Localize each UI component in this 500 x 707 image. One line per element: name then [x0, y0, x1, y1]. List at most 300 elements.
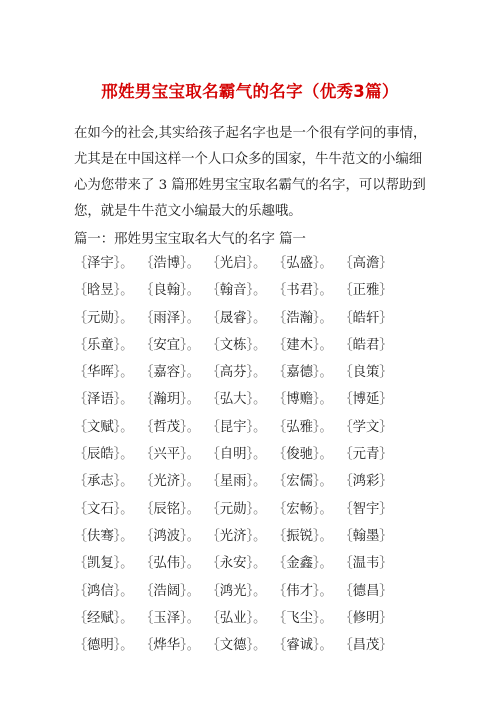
bracket-close: ｝。	[180, 610, 200, 626]
name-text: 睿诚	[286, 638, 313, 654]
name-entry	[74, 500, 140, 520]
name-entry	[273, 281, 339, 301]
bracket-close: ｝。	[312, 474, 333, 490]
name-entry	[273, 500, 339, 520]
bracket-open: ｛	[140, 310, 154, 326]
bracket-open: ｛	[74, 337, 88, 353]
bracket-close: ｝	[379, 365, 393, 381]
name-text: 浩博	[153, 256, 181, 271]
bracket-close: ｝。	[113, 638, 134, 654]
bracket-close: ｝。	[180, 501, 200, 517]
name-text: 元青	[352, 447, 380, 463]
name-text: 皓君	[352, 337, 380, 353]
name-row	[74, 363, 434, 390]
name-text: 高澹	[352, 256, 380, 271]
name-row	[74, 500, 434, 527]
bracket-close: ｝。	[246, 310, 267, 326]
name-entry	[74, 636, 140, 656]
name-entry	[140, 390, 206, 410]
bracket-open: ｛	[339, 447, 353, 463]
name-text: 泽宇	[87, 256, 114, 271]
name-entry	[273, 636, 339, 656]
bracket-close: ｝。	[312, 447, 333, 463]
bracket-open: ｛	[206, 638, 220, 654]
bracket-close: ｝。	[246, 556, 267, 572]
name-entry	[74, 527, 140, 547]
name-entry	[340, 281, 393, 301]
name-entry	[207, 309, 273, 329]
bracket-close: ｝。	[113, 419, 134, 435]
bracket-close: ｝	[379, 474, 393, 490]
bracket-close: ｝	[379, 501, 393, 517]
bracket-open: ｛	[74, 638, 88, 654]
bracket-close: ｝。	[113, 583, 134, 599]
name-text: 弘大	[219, 392, 247, 408]
name-text: 弘业	[219, 610, 247, 626]
name-list	[74, 254, 434, 663]
bracket-close: ｝	[379, 583, 393, 599]
bracket-close: ｝。	[180, 310, 200, 326]
bracket-close: ｝。	[180, 392, 200, 408]
bracket-open: ｛	[206, 610, 220, 626]
bracket-close: ｝。	[246, 610, 267, 626]
bracket-open: ｛	[273, 501, 287, 517]
name-row	[74, 636, 434, 663]
name-entry	[140, 527, 206, 547]
bracket-open: ｛	[273, 610, 287, 626]
bracket-open: ｛	[273, 283, 287, 299]
name-entry	[340, 582, 393, 602]
bracket-close: ｝。	[180, 556, 200, 572]
bracket-close: ｝。	[113, 528, 134, 544]
bracket-close: ｝。	[180, 583, 200, 599]
bracket-close: ｝	[379, 337, 393, 353]
name-entry	[207, 281, 273, 301]
bracket-open: ｛	[339, 337, 353, 353]
bracket-open: ｛	[140, 447, 154, 463]
name-entry	[207, 609, 273, 629]
bracket-open: ｛	[339, 556, 353, 572]
bracket-close: ｝	[379, 447, 393, 463]
name-entry	[140, 309, 206, 329]
name-entry	[340, 254, 393, 274]
name-text: 昌茂	[352, 638, 380, 654]
name-text: 飞尘	[286, 610, 313, 626]
bracket-open: ｛	[339, 638, 353, 654]
document-title: 邢姓男宝宝取名霸气的名字（优秀3篇）	[101, 82, 399, 101]
name-text: 瀚玥	[153, 392, 181, 408]
name-text: 文石	[87, 501, 114, 517]
bracket-open: ｛	[74, 419, 88, 435]
name-entry	[340, 636, 393, 656]
name-entry	[340, 309, 393, 329]
bracket-close: ｝。	[312, 610, 333, 626]
bracket-open: ｛	[339, 392, 353, 408]
bracket-close: ｝。	[312, 365, 333, 381]
name-text: 宏儒	[286, 474, 313, 490]
bracket-open: ｛	[206, 556, 220, 572]
name-entry	[74, 582, 140, 602]
bracket-close: ｝。	[312, 638, 333, 654]
name-entry	[207, 254, 273, 274]
name-text: 元勋	[87, 310, 114, 326]
name-row	[74, 472, 434, 499]
bracket-close: ｝	[379, 283, 393, 299]
name-entry	[207, 500, 273, 520]
bracket-close: ｝。	[312, 583, 333, 599]
name-entry	[74, 254, 140, 274]
name-text: 凯复	[87, 556, 114, 572]
bracket-open: ｛	[273, 310, 287, 326]
bracket-close: ｝	[379, 419, 393, 435]
name-text: 星雨	[219, 474, 247, 490]
name-entry	[273, 445, 339, 465]
bracket-close: ｝。	[180, 474, 200, 490]
bracket-open: ｛	[206, 419, 220, 435]
name-entry	[340, 418, 393, 438]
name-entry	[140, 363, 206, 383]
bracket-open: ｛	[273, 638, 287, 654]
name-text: 博赡	[286, 392, 313, 408]
bracket-open: ｛	[74, 556, 88, 572]
bracket-close: ｝	[379, 256, 393, 271]
bracket-close: ｝。	[113, 365, 134, 381]
bracket-open: ｛	[206, 501, 220, 517]
name-text: 晟睿	[219, 310, 247, 326]
bracket-open: ｛	[206, 283, 220, 299]
bracket-open: ｛	[339, 501, 353, 517]
name-entry	[74, 309, 140, 329]
name-row	[74, 336, 434, 363]
name-text: 乐童	[87, 337, 114, 353]
bracket-open: ｛	[140, 528, 154, 544]
bracket-close: ｝。	[180, 256, 200, 271]
bracket-close: ｝。	[113, 447, 134, 463]
intro-line: 尤其是在中国这样一个人口众多的国家，牛牛范文的小编细	[74, 152, 423, 167]
bracket-open: ｛	[140, 501, 154, 517]
name-text: 俊驰	[286, 447, 313, 463]
name-text: 雨泽	[153, 310, 181, 326]
name-text: 鸿信	[87, 583, 114, 599]
intro-line: 在如今的社会,其实给孩子起名字也是一个很有学问的事情，	[74, 126, 427, 141]
name-entry	[340, 609, 393, 629]
bracket-open: ｛	[140, 583, 154, 599]
bracket-close: ｝。	[312, 392, 333, 408]
bracket-open: ｛	[140, 556, 154, 572]
bracket-open: ｛	[339, 283, 353, 299]
bracket-open: ｛	[74, 501, 88, 517]
bracket-open: ｛	[74, 583, 88, 599]
name-text: 学文	[352, 419, 380, 435]
name-entry	[340, 445, 393, 465]
bracket-close: ｝。	[246, 365, 267, 381]
bracket-close: ｝。	[180, 337, 200, 353]
name-entry	[140, 418, 206, 438]
name-text: 翰音	[219, 283, 247, 299]
bracket-close: ｝。	[312, 528, 333, 544]
name-text: 自明	[219, 447, 247, 463]
bracket-open: ｛	[140, 610, 154, 626]
bracket-close: ｝。	[246, 419, 267, 435]
name-text: 博延	[352, 392, 380, 408]
name-entry	[207, 363, 273, 383]
name-entry	[140, 582, 206, 602]
bracket-open: ｛	[74, 447, 88, 463]
name-text: 光济	[153, 474, 181, 490]
bracket-open: ｛	[273, 447, 287, 463]
bracket-close: ｝。	[113, 501, 134, 517]
name-entry	[273, 582, 339, 602]
name-entry	[207, 472, 273, 492]
name-entry	[207, 636, 273, 656]
bracket-close: ｝	[379, 528, 393, 544]
bracket-open: ｛	[74, 610, 88, 626]
bracket-open: ｛	[140, 638, 154, 654]
bracket-open: ｛	[206, 256, 220, 271]
intro-paragraph	[74, 121, 430, 225]
bracket-open: ｛	[206, 583, 220, 599]
bracket-open: ｛	[206, 474, 220, 490]
bracket-close: ｝。	[113, 610, 134, 626]
name-entry	[207, 527, 273, 547]
name-text: 泽语	[87, 392, 114, 408]
name-text: 嘉德	[286, 365, 313, 381]
name-entry	[273, 609, 339, 629]
bracket-open: ｛	[339, 528, 353, 544]
name-text: 鸿光	[219, 583, 247, 599]
name-text: 伕骞	[87, 528, 114, 544]
name-entry	[273, 390, 339, 410]
bracket-open: ｛	[339, 365, 353, 381]
bracket-close: ｝	[379, 392, 393, 408]
name-text: 德明	[87, 638, 114, 654]
name-text: 文赋	[87, 419, 114, 435]
bracket-close: ｝。	[246, 392, 267, 408]
bracket-close: ｝。	[113, 556, 134, 572]
name-text: 温韦	[352, 556, 380, 572]
section-heading: 篇一：邢姓男宝宝取名大气的名字 篇一	[74, 232, 306, 247]
name-text: 正雅	[352, 283, 380, 299]
bracket-close: ｝。	[180, 447, 200, 463]
bracket-open: ｛	[273, 337, 287, 353]
name-text: 弘伟	[153, 556, 181, 572]
bracket-open: ｛	[206, 447, 220, 463]
name-text: 德昌	[352, 583, 380, 599]
bracket-open: ｛	[273, 419, 287, 435]
name-text: 振锐	[286, 528, 313, 544]
name-entry	[340, 336, 393, 356]
name-entry	[74, 609, 140, 629]
name-text: 弘雅	[286, 419, 313, 435]
name-text: 鸿彩	[352, 474, 380, 490]
bracket-open: ｛	[206, 528, 220, 544]
name-row	[74, 418, 434, 445]
bracket-open: ｛	[140, 392, 154, 408]
name-text: 永安	[219, 556, 247, 572]
bracket-close: ｝。	[113, 283, 134, 299]
name-entry	[340, 390, 393, 410]
name-text: 文栋	[219, 337, 247, 353]
bracket-close: ｝。	[180, 283, 200, 299]
name-entry	[74, 336, 140, 356]
name-text: 安宜	[153, 337, 181, 353]
name-entry	[273, 336, 339, 356]
name-entry	[140, 500, 206, 520]
bracket-open: ｛	[140, 283, 154, 299]
name-text: 良翰	[153, 283, 181, 299]
bracket-open: ｛	[339, 610, 353, 626]
bracket-close: ｝。	[180, 419, 200, 435]
name-text: 经赋	[87, 610, 114, 626]
name-entry	[273, 309, 339, 329]
name-entry	[74, 445, 140, 465]
name-entry	[273, 363, 339, 383]
name-text: 建木	[286, 337, 313, 353]
name-entry	[140, 254, 206, 274]
bracket-open: ｛	[273, 474, 287, 490]
bracket-close: ｝。	[246, 583, 267, 599]
bracket-close: ｝。	[246, 283, 267, 299]
name-row	[74, 445, 434, 472]
bracket-close: ｝。	[312, 556, 333, 572]
bracket-open: ｛	[74, 256, 88, 271]
name-entry	[207, 554, 273, 574]
bracket-close: ｝。	[246, 447, 267, 463]
name-row	[74, 309, 434, 336]
name-text: 弘盛	[286, 256, 313, 271]
name-row	[74, 582, 434, 609]
name-row	[74, 281, 434, 308]
bracket-open: ｛	[74, 365, 88, 381]
name-text: 书君	[286, 283, 313, 299]
name-row	[74, 390, 434, 417]
bracket-close: ｝。	[246, 528, 267, 544]
bracket-open: ｛	[339, 310, 353, 326]
name-text: 晗昱	[87, 283, 114, 299]
name-entry	[74, 363, 140, 383]
name-entry	[74, 418, 140, 438]
bracket-close: ｝。	[246, 638, 267, 654]
name-text: 鸿波	[153, 528, 181, 544]
name-row	[74, 609, 434, 636]
name-row	[74, 527, 434, 554]
name-text: 元勋	[219, 501, 247, 517]
bracket-open: ｛	[339, 583, 353, 599]
bracket-open: ｛	[206, 365, 220, 381]
bracket-close: ｝。	[113, 310, 134, 326]
bracket-close: ｝。	[312, 501, 333, 517]
name-entry	[140, 472, 206, 492]
name-text: 光启	[219, 256, 247, 271]
name-entry	[207, 336, 273, 356]
name-text: 良策	[352, 365, 380, 381]
name-text: 哲茂	[153, 419, 181, 435]
bracket-close: ｝。	[246, 501, 267, 517]
bracket-close: ｝。	[312, 310, 333, 326]
bracket-open: ｛	[273, 556, 287, 572]
bracket-open: ｛	[339, 474, 353, 490]
name-text: 玉泽	[153, 610, 181, 626]
name-entry	[340, 363, 393, 383]
name-entry	[207, 582, 273, 602]
name-entry	[140, 336, 206, 356]
bracket-close: ｝。	[312, 337, 333, 353]
name-entry	[273, 418, 339, 438]
bracket-close: ｝。	[113, 392, 134, 408]
bracket-open: ｛	[140, 365, 154, 381]
name-entry	[140, 636, 206, 656]
bracket-open: ｛	[74, 283, 88, 299]
name-entry	[140, 554, 206, 574]
name-entry	[273, 554, 339, 574]
name-text: 光济	[219, 528, 247, 544]
name-text: 文德	[219, 638, 247, 654]
name-entry	[207, 418, 273, 438]
name-row	[74, 554, 434, 581]
bracket-open: ｛	[339, 256, 353, 271]
name-text: 华晖	[87, 365, 114, 381]
name-text: 浩瀚	[286, 310, 313, 326]
bracket-close: ｝	[379, 638, 393, 654]
bracket-open: ｛	[140, 256, 154, 271]
bracket-close: ｝	[379, 310, 393, 326]
bracket-open: ｛	[206, 392, 220, 408]
name-text: 辰皓	[87, 447, 114, 463]
name-entry	[340, 500, 393, 520]
name-entry	[74, 472, 140, 492]
bracket-close: ｝。	[312, 283, 333, 299]
name-entry	[140, 445, 206, 465]
name-text: 高芬	[219, 365, 247, 381]
bracket-close: ｝。	[180, 365, 200, 381]
bracket-open: ｛	[273, 583, 287, 599]
bracket-close: ｝。	[246, 337, 267, 353]
name-text: 宏畅	[286, 501, 313, 517]
bracket-close: ｝。	[312, 256, 333, 271]
name-entry	[74, 554, 140, 574]
name-entry	[74, 390, 140, 410]
bracket-open: ｛	[140, 337, 154, 353]
name-entry	[207, 390, 273, 410]
bracket-open: ｛	[206, 310, 220, 326]
bracket-open: ｛	[74, 310, 88, 326]
name-entry	[273, 254, 339, 274]
intro-line: 心为您带来了 3 篇邢姓男宝宝取名霸气的名字，可以帮助到	[74, 178, 426, 193]
name-text: 修明	[352, 610, 380, 626]
bracket-close: ｝。	[113, 474, 134, 490]
bracket-close: ｝。	[180, 528, 200, 544]
name-entry	[140, 609, 206, 629]
name-entry	[340, 554, 393, 574]
bracket-close: ｝。	[246, 474, 267, 490]
bracket-open: ｛	[74, 392, 88, 408]
bracket-open: ｛	[74, 528, 88, 544]
name-text: 烨华	[153, 638, 181, 654]
name-entry	[273, 472, 339, 492]
name-text: 辰铭	[153, 501, 181, 517]
name-entry	[340, 527, 393, 547]
bracket-open: ｛	[273, 392, 287, 408]
bracket-close: ｝	[379, 610, 393, 626]
intro-line: 您，就是牛牛范文小编最大的乐趣哦。	[74, 204, 302, 219]
bracket-close: ｝。	[113, 337, 134, 353]
name-entry	[140, 281, 206, 301]
bracket-close: ｝。	[246, 256, 267, 271]
name-text: 翰墨	[352, 528, 380, 544]
name-entry	[74, 281, 140, 301]
name-text: 伟才	[286, 583, 313, 599]
bracket-close: ｝。	[312, 419, 333, 435]
